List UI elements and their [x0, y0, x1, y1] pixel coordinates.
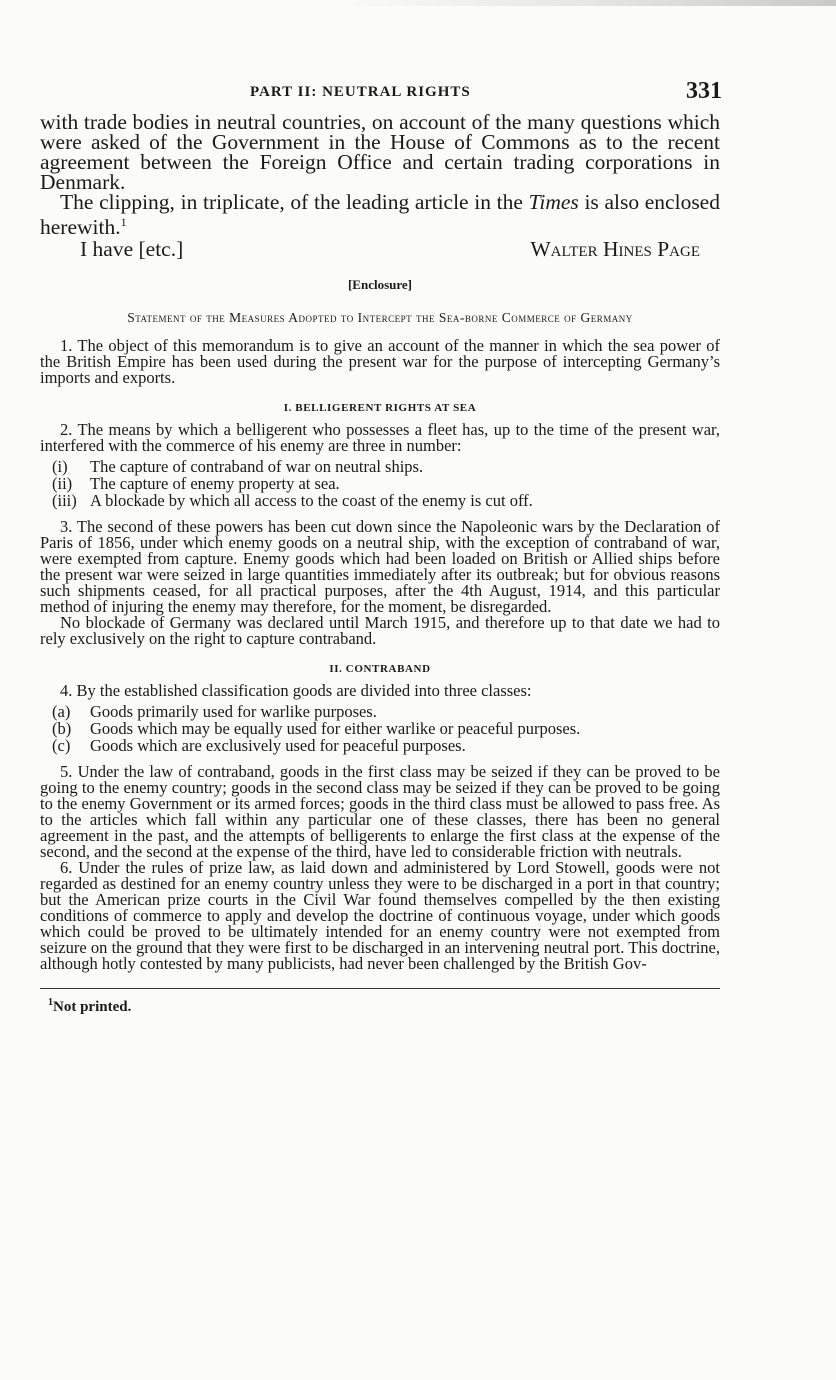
footnote-reference: 1 — [120, 215, 127, 229]
running-title: PART II: NEUTRAL RIGHTS — [250, 84, 471, 100]
list-item — [52, 458, 720, 475]
list-text: Goods which may be equally used for either warlike or peaceful purposes. — [90, 719, 581, 739]
classes-list — [52, 703, 720, 754]
list-text: The capture of enemy property at sea. — [90, 474, 340, 494]
intro-text-a: The clipping, in triplicate, of the leading article in the — [60, 190, 529, 214]
list-marker: (c) — [52, 736, 71, 756]
powers-list — [52, 458, 720, 509]
intro-paragraph: with trade bodies in neutral countries, on account of the many questions which were asked of the Government in the House of Commons as to the recent agreement between the Foreign Office and certain trading corporations in Denmark. — [40, 110, 720, 194]
paragraph-2: 2. The means by which a belligerent who possesses a fleet has, up to the time of the present war, interfered with the commerce of his enemy are three in number: — [40, 420, 720, 456]
paragraph-1: 1. The object of this memorandum is to give an account of the manner in which the sea power of the British Empire has been used during the present war for the purpose of intercepting Germany’s imports and exports. — [40, 336, 720, 388]
closing-formula: I have [etc.] — [80, 237, 184, 262]
list-item — [52, 737, 720, 754]
paragraph-3b: No blockade of Germany was declared until March 1915, and therefore up to that date we had to rely exclusively on the right to capture contraband. — [40, 613, 720, 649]
book-page — [40, 78, 720, 1016]
footnote — [40, 997, 720, 1016]
list-text: Goods which are exclusively used for peaceful purposes. — [90, 736, 466, 756]
list-marker: (b) — [52, 719, 72, 739]
list-marker: (a) — [52, 702, 71, 722]
intro-text-b: is also enclosed herewith. — [40, 190, 720, 240]
list-text: A blockade by which all access to the coast of the enemy is cut off. — [90, 491, 533, 511]
list-item — [52, 475, 720, 492]
list-marker: (iii) — [52, 491, 77, 511]
list-marker: (i) — [52, 457, 68, 477]
section-heading-contraband: II. CONTRABAND — [329, 663, 431, 676]
letter-continuation — [40, 110, 720, 262]
list-text: Goods primarily used for warlike purposes. — [90, 702, 377, 722]
list-marker: (ii) — [52, 474, 73, 494]
paragraph-4: 4. By the established classification goods are divided into three classes: — [60, 681, 532, 701]
paragraph-6: 6. Under the rules of prize law, as laid down and administered by Lord Stowell, goods were not regarded as destined for an enemy country unless they were to be discharged in a port in that country; but the American prize courts in the Civil War found themselves compelled by the then existing conditions of commerce to apply and develop the doctrine of continuous voyage, under which goods which could be proved to be ultimately intended for an enemy country were not exempted from seizure on the ground that they were first to be discharged in an intervening neutral port. This doctrine, although hotly contested by many publicists, had never been challenged by the British Gov- — [40, 858, 720, 974]
footnote-mark: 1 — [48, 997, 53, 1009]
enclosure-label: [Enclosure] — [347, 277, 413, 293]
footnote-rule — [40, 988, 720, 989]
running-head — [40, 78, 720, 112]
times-italic: Times — [528, 190, 579, 214]
enclosure-note-paragraph — [40, 190, 720, 240]
signature: Walter Hines Page — [530, 237, 700, 262]
paragraph-5: 5. Under the law of contraband, goods in the first class may be seized if they can be proved to be going to the enemy country; goods in the second class may be seized if they can be proved to be going to the enemy Government or its armed forces; goods in the third class must be allowed to pass free. As to the articles which fall within any particular one of these classes, there has been no general agreement in the past, and the attempts of belligerents to enlarge the first class at the expense of the second, and the second at the expense of the third, have led to considerable friction with neutrals. — [40, 762, 720, 862]
list-text: The capture of contraband of war on neutral ships. — [90, 457, 424, 477]
page-number: 331 — [686, 78, 722, 104]
list-item — [52, 492, 720, 509]
list-item — [52, 703, 720, 720]
closing-row — [40, 237, 720, 262]
memorandum-body — [40, 338, 720, 972]
paragraph-3: 3. The second of these powers has been cut down since the Napoleonic wars by the Declaration of Paris of 1856, under which enemy goods on a neutral ship, with the exception of contraband of war, were exempted from capture. Enemy goods which had been loaded on British or Allied ships before the present war were seized in large quantities immediately after its outbreak; but for obvious reasons such shipments ceased, for all practical purposes, after the 4th August, 1914, and this particular method of injuring the enemy may therefore, for the moment, be disregarded. — [40, 517, 720, 617]
section-heading-belligerent-rights: I. BELLIGERENT RIGHTS AT SEA — [283, 402, 477, 415]
statement-title: Statement of the Measures Adopted to Intercept the Sea-borne Commerce of Germany — [127, 310, 633, 326]
footnote-text: Not printed. — [53, 999, 132, 1016]
page-top-edge — [0, 0, 836, 6]
list-item — [52, 720, 720, 737]
